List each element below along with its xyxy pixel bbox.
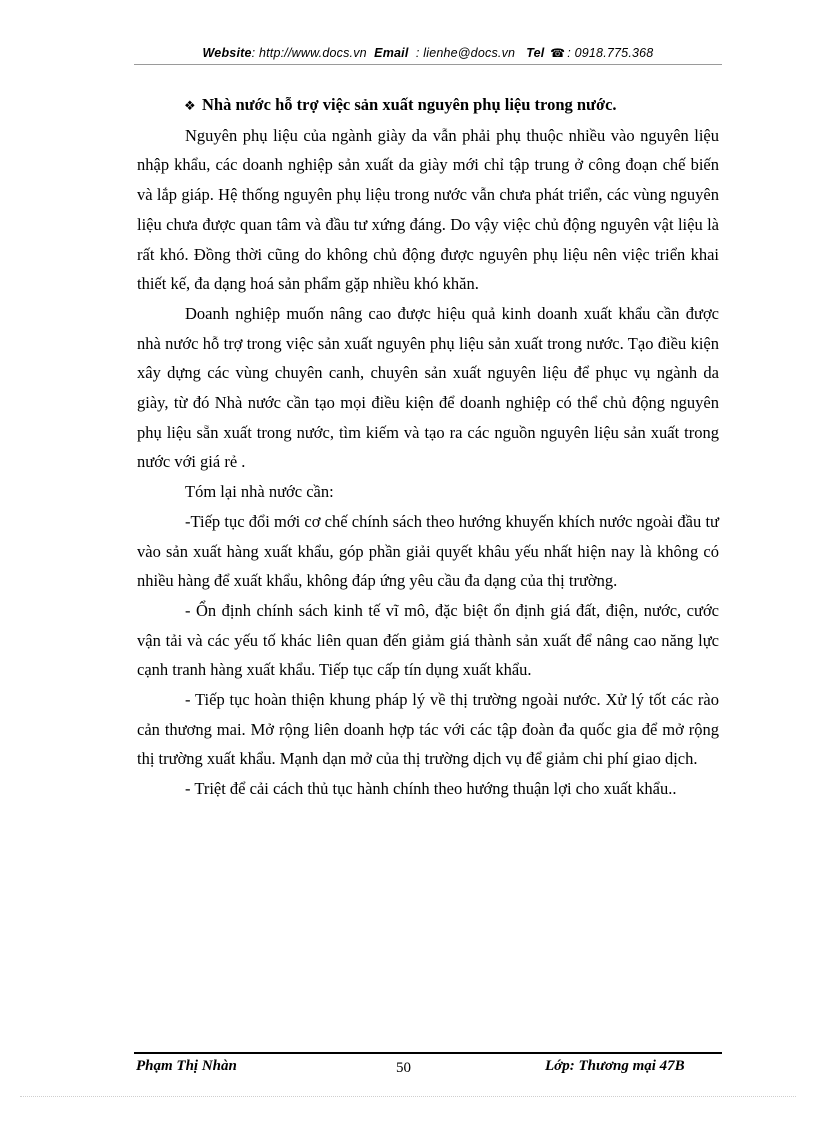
email-value: : lienhe@docs.vn <box>415 46 516 60</box>
page-number: 50 <box>396 1060 411 1076</box>
diamond-bullet-icon: ❖ <box>184 98 196 113</box>
footer-class: Lớp: Thương mại 47B <box>545 1058 685 1074</box>
tel-value: : 0918.775.368 <box>567 46 654 60</box>
section-heading <box>137 90 719 121</box>
section-title: Nhà nước hỗ trợ việc sản xuất nguyên phụ liệu trong nước. <box>202 95 617 114</box>
document-body <box>137 90 719 804</box>
footer-divider <box>134 1052 722 1054</box>
paragraph: - Tiếp tục hoàn thiện khung pháp lý về thị trường ngoài nước. Xử lý tốt các rào cản thương mai. Mở rộng liên doanh hợp tác với các tập đoàn đa quốc gia để mở rộng thị trường xuất khẩu. Mạnh dạn mở của thị trường dịch vụ để giảm chi phí giao dịch. <box>137 690 719 769</box>
paragraph: Nguyên phụ liệu của ngành giày da vẫn phải phụ thuộc nhiều vào nguyên liệu nhập khẩu, các doanh nghiệp sản xuất da giày mới chỉ tập trung ở công đoạn chế biến và lắp giáp. Hệ thống nguyên phụ liệu trong nước vẫn chưa phát triển, các vùng nguyên liệu chưa được quan tâm và đầu tư xứng đáng. Do vậy việc chủ động nguyên vật liệu là rất khó. Đồng thời cũng do không chủ động được nguyên phụ liệu nên việc triển khai thiết kế, đa dạng hoá sản phẩm gặp nhiều khó khăn. <box>137 125 719 294</box>
footer-author: Phạm Thị Nhàn <box>136 1058 237 1074</box>
page-edge-divider <box>20 1096 796 1097</box>
tel-label: Tel <box>526 46 545 60</box>
email-label: Email <box>374 46 409 60</box>
website-label: Website <box>202 46 252 60</box>
phone-icon: ☎ <box>550 46 566 60</box>
paragraph: Tóm lại nhà nước cần: <box>185 482 334 502</box>
header-divider <box>134 64 722 65</box>
paragraph: -Tiếp tục đổi mới cơ chế chính sách theo hướng khuyến khích nước ngoài đầu tư vào sản xuất hàng xuất khẩu, góp phần giải quyết khâu yếu nhất hiện nay là không có nhiều hàng để xuất khẩu, không đáp ứng yêu cầu đa dạng của thị trường. <box>137 511 719 591</box>
paragraph: - Ổn định chính sách kinh tế vĩ mô, đặc biệt ổn định giá đất, điện, nước, cước vận tải và các yếu tố khác liên quan đến giảm giá thành sản xuất để nâng cao năng lực cạnh tranh hàng xuất khẩu. Tiếp tục cấp tín dụng xuất khẩu. <box>137 600 719 680</box>
website-value: : http://www.docs.vn <box>251 46 367 60</box>
page-header <box>134 46 722 60</box>
paragraph: - Triệt để cải cách thủ tục hành chính theo hướng thuận lợi cho xuất khẩu.. <box>185 779 677 799</box>
paragraph: Doanh nghiệp muốn nâng cao được hiệu quả kinh doanh xuất khẩu cần được nhà nước hỗ trợ trong việc sản xuất nguyên phụ liệu sản xuất trong nước. Tạo điều kiện xây dựng các vùng chuyên canh, chuyên sản xuất nguyên liệu để phục vụ ngành da giày, từ đó Nhà nước cần tạo mọi điều kiện để doanh nghiệp có thể chủ động nguyên phụ liệu sẵn xuất trong nước, tìm kiếm và tạo ra các nguồn nguyên liệu sản xuất trong nước với giá rẻ . <box>137 303 719 472</box>
